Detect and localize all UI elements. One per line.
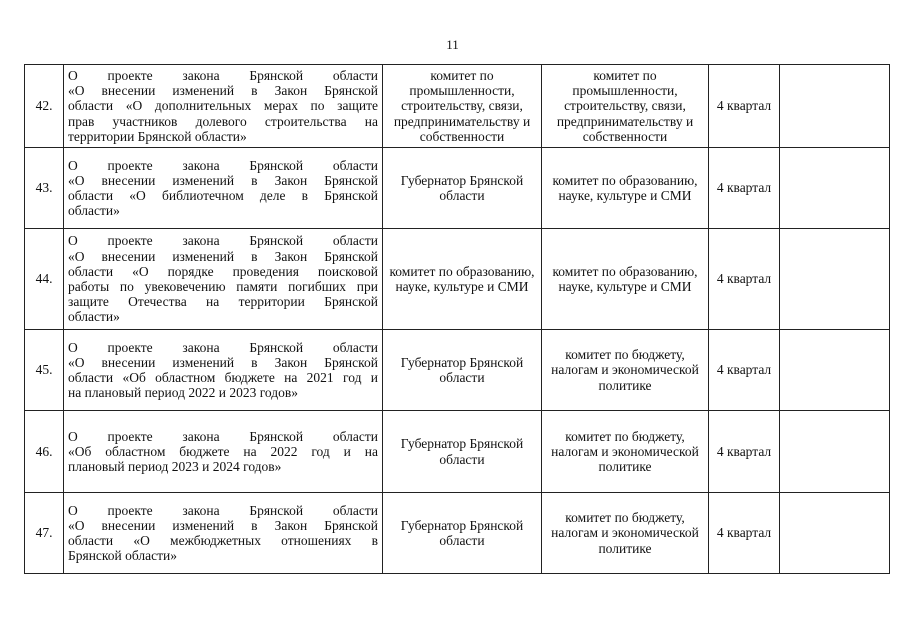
bill-title-line: области «О порядке проведения поисковой <box>68 263 378 279</box>
note-cell <box>780 148 890 229</box>
bill-title-line: области «О библиотечном деле в Брянской <box>68 188 378 203</box>
row-number: 43. <box>25 148 64 229</box>
deadline: 4 квартал <box>709 493 780 574</box>
bill-title-line: «О внесении изменений в Закон Брянской <box>68 517 378 533</box>
row-number: 47. <box>25 493 64 574</box>
bill-title-line: «О внесении изменений в Закон Брянской <box>68 83 378 99</box>
table-row <box>25 148 890 229</box>
bill-title-line: территории Брянской области» <box>68 128 247 144</box>
responsible-committee: комитет по образованию, науке, культуре и СМИ <box>542 229 709 330</box>
table-row <box>25 330 890 411</box>
deadline: 4 квартал <box>709 65 780 148</box>
deadline: 4 квартал <box>709 229 780 330</box>
bill-title-line: О проекте закона Брянской области <box>68 67 378 83</box>
responsible-party: Губернатор Брянской области <box>383 411 542 493</box>
responsible-committee: комитет по бюджету, налогам и экономической политике <box>542 493 709 574</box>
row-number: 42. <box>25 65 64 148</box>
responsible-party: комитет по промышленности, строительству, связи, предпринимательству и собственности <box>383 65 542 148</box>
bill-title-line: прав участников долевого строительства на <box>68 113 378 129</box>
bill-title-line: «Об областном бюджете на 2022 год и на <box>68 443 378 459</box>
note-cell <box>780 330 890 411</box>
note-cell <box>780 493 890 574</box>
responsible-party: комитет по образованию, науке, культуре и СМИ <box>383 229 542 330</box>
bill-title-line: защите Отечества на территории Брянской <box>68 294 378 310</box>
note-cell <box>780 411 890 493</box>
deadline: 4 квартал <box>709 330 780 411</box>
table-row <box>25 229 890 330</box>
bill-title-line: плановый период 2023 и 2024 годов» <box>68 459 282 475</box>
bill-title-line: области «Об областном бюджете на 2021 год и <box>68 370 378 385</box>
responsible-party: Губернатор Брянской области <box>383 148 542 229</box>
bill-title-line: работы по увековечению памяти погибших при <box>68 279 378 294</box>
bill-title-line: О проекте закона Брянской области <box>68 428 378 444</box>
bill-title-line: О проекте закона Брянской области <box>68 157 378 173</box>
table-row <box>25 411 890 493</box>
legislative-plan-table <box>24 64 890 574</box>
bill-title <box>64 229 383 330</box>
bill-title <box>64 493 383 574</box>
bill-title-line: области «О дополнительных мерах по защите <box>68 98 378 114</box>
bill-title <box>64 411 383 493</box>
row-number: 46. <box>25 411 64 493</box>
table-row <box>25 65 890 148</box>
bill-title-line: области» <box>68 309 120 325</box>
note-cell <box>780 229 890 330</box>
responsible-committee: комитет по промышленности, строительству, связи, предпринимательству и собственности <box>542 65 709 148</box>
bill-title-line: О проекте закона Брянской области <box>68 502 378 518</box>
responsible-committee: комитет по образованию, науке, культуре и СМИ <box>542 148 709 229</box>
bill-title-line: Брянской области» <box>68 548 178 564</box>
responsible-committee: комитет по бюджету, налогам и экономической политике <box>542 411 709 493</box>
bill-title-line: О проекте закона Брянской области <box>68 233 378 249</box>
page-number: 11 <box>446 37 459 52</box>
bill-title-line: на плановый период 2022 и 2023 годов» <box>68 385 299 401</box>
responsible-committee: комитет по бюджету, налогам и экономической политике <box>542 330 709 411</box>
responsible-party: Губернатор Брянской области <box>383 493 542 574</box>
bill-title-line: области «О межбюджетных отношениях в <box>68 533 378 548</box>
bill-title-line: «О внесении изменений в Закон Брянской <box>68 248 378 264</box>
row-number: 45. <box>25 330 64 411</box>
bill-title <box>64 65 383 148</box>
deadline: 4 квартал <box>709 411 780 493</box>
table-body <box>25 65 890 574</box>
responsible-party: Губернатор Брянской области <box>383 330 542 411</box>
bill-title-line: О проекте закона Брянской области <box>68 339 378 355</box>
note-cell <box>780 65 890 148</box>
deadline: 4 квартал <box>709 148 780 229</box>
bill-title <box>64 330 383 411</box>
bill-title <box>64 148 383 229</box>
bill-title-line: области» <box>68 203 120 219</box>
bill-title-line: «О внесении изменений в Закон Брянской <box>68 354 378 370</box>
bill-title-line: «О внесении изменений в Закон Брянской <box>68 172 378 188</box>
row-number: 44. <box>25 229 64 330</box>
table-row <box>25 493 890 574</box>
